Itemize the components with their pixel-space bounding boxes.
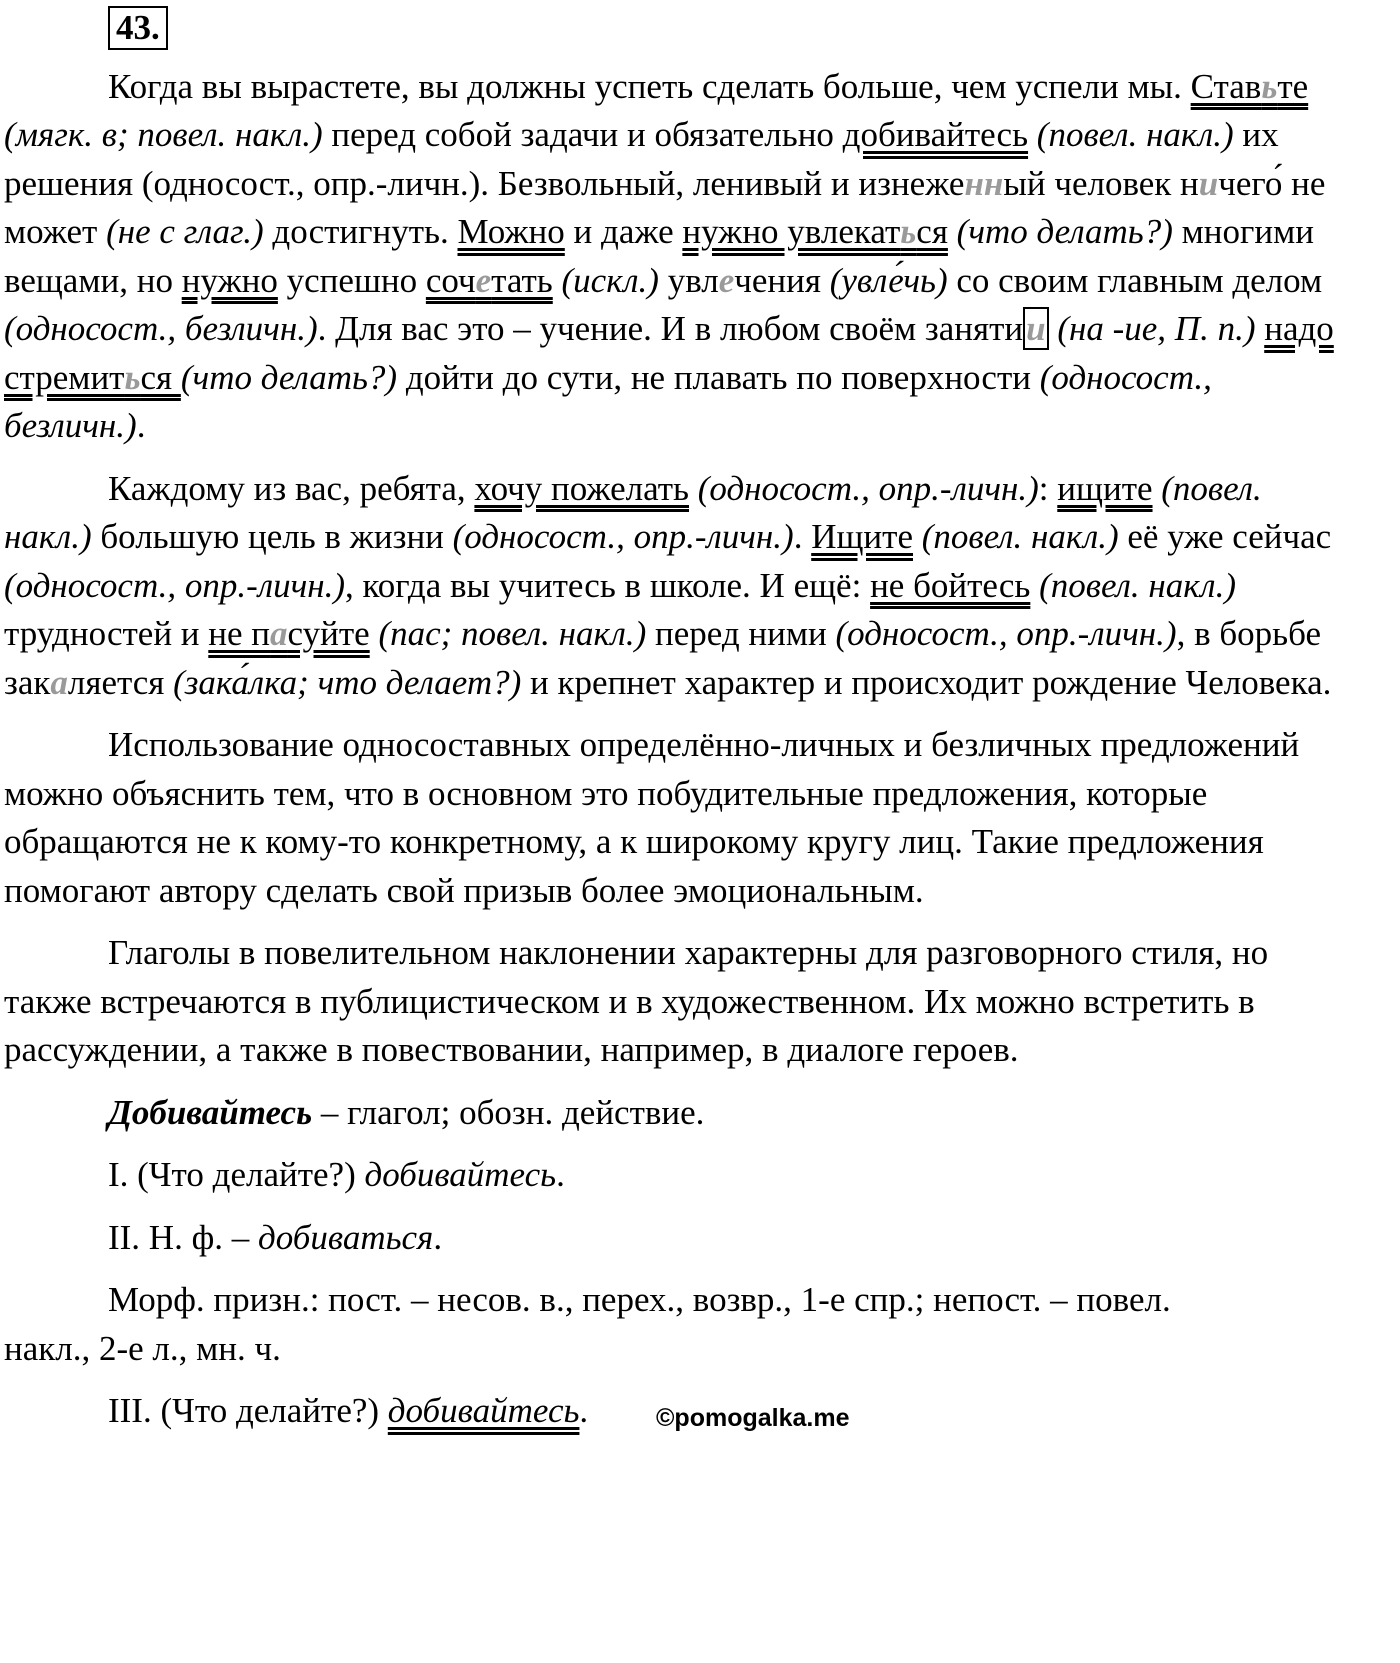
comment: (что делать?) [947, 212, 1173, 251]
text: и даже [564, 212, 683, 251]
comment: (что делать?) [180, 357, 398, 397]
text: ый человек н [1003, 163, 1199, 203]
exercise-number: 43. [108, 6, 168, 50]
predicate-stremitsya: стремиться [4, 357, 181, 397]
comment: (односост., опр.-личн.) [452, 517, 794, 556]
comment: (повел. накл.) [4, 468, 1262, 556]
predicate-uvlekatsya: нужно увлекаться [682, 212, 948, 251]
text: чего́ не может [4, 163, 1326, 251]
predicate-stavte: Ставьте [1190, 66, 1309, 106]
text: дойти до сути, не плавать по поверхности [397, 357, 1040, 397]
analysis-step-1: I. (Что делайте?) добивайтесь. [108, 1155, 565, 1194]
paragraph-1: Когда вы вырастете, вы должны успеть сделать больше, чем успели мы. Ставьте (мягк. в; повел. накл.) перед собой задачи и обязательно добивайтесь (повел. накл.) их решения (односост., опр.-личн.). Безвольный, ленивый и изнеженный человек ничего́ не может (не с глаг.) достигнуть. Можно и даже нужно увлекаться (что делать?) многими вещами, но нужно успешно сочетать (искл.) увлечения (увле́чь) со своим главным делом (односост., безличн.). Для вас это – учение. И в любом своём занятии (на -ие, П. п.) надо стремиться (что делать?) дойти до сути, не плавать по поверхности (односост., безличн.). [4, 66, 1334, 445]
predicate-hochu-pozhelat: хочу пожелать [474, 468, 689, 508]
predicate-ishchite: ищите [1057, 468, 1153, 508]
text: достигнуть. [263, 212, 458, 251]
text: увл [658, 260, 719, 300]
text: чения [734, 260, 830, 300]
text: перед собой задачи и обязательно [322, 115, 843, 154]
predicate-sochetat: сочетать [425, 260, 553, 300]
comment: (на -ие, П. п.) [1048, 309, 1256, 348]
comment: (искл.) [552, 260, 659, 300]
text: ляется [67, 662, 174, 702]
predicate-mozhno: Можно [457, 212, 565, 251]
spelling-letter: и [1198, 163, 1219, 203]
comment: (мягк. в; повел. накл.) [4, 115, 323, 154]
text: , в борьбе зак [4, 614, 1321, 702]
predicate-ne-pasuyte: не пасуйте [208, 614, 370, 653]
comment: (повел. накл.) [1028, 115, 1234, 154]
text: её уже сейчас [1118, 517, 1332, 556]
ending-box: и [1023, 307, 1048, 350]
comment: (повел. накл.) [1030, 565, 1236, 605]
comment: (не с глаг.) [106, 212, 264, 251]
text: перед ними [646, 614, 836, 653]
text: . Для вас это – учение. И в любом своём заняти [317, 309, 1024, 348]
text: многими вещами, но [4, 212, 1314, 300]
analysis-word: Добивайтесь [108, 1092, 313, 1132]
predicate-ne-boytes: не бойтесь [870, 565, 1031, 605]
paragraph-3: Использование односоставных определённо-личных и безличных предложений можно объяснить тем, что в основном это побудительные предложения, которые обращаются не к кому-то конкретному, а к широкому кругу лиц. Такие предложения помогают автору сделать свой призыв более эмоциональным. [4, 725, 1300, 910]
comment: (односост., безличн.) [4, 309, 318, 348]
analysis-step-3: III. (Что делайте?) добивайтесь. [108, 1391, 589, 1430]
text: их решения (односост., опр.-личн.). Безвольный, ленивый и изнеже [4, 115, 1279, 203]
predicate-nado: надо [1264, 309, 1334, 348]
watermark: ©pomogalka.me [656, 1404, 850, 1432]
analysis-word-desc: – глагол; обозн. действие. [312, 1092, 705, 1132]
text: Каждому из вас, ребята, [108, 468, 475, 508]
paragraph-2: Каждому из вас, ребята, хочу пожелать (односост., опр.-личн.): ищите (повел. накл.) большую цель в жизни (односост., опр.-личн.). Ищите (повел. накл.) её уже сейчас (односост., опр.-личн.), когда вы учитесь в школе. И ещё: не бойтесь (повел. накл.) трудностей и не пасуйте (пас; повел. накл.) перед ними (односост., опр.-личн.), в борьбе закаляется (зака́лка; что делает?) и крепнет характер и происходит рождение Человека. [4, 468, 1332, 702]
predicate-nuzhno: нужно [181, 260, 278, 300]
text: успешно [277, 260, 426, 300]
text: со своим главным делом [947, 260, 1323, 300]
comment: (односост., опр.-личн.) [689, 468, 1039, 508]
comment: (повел. накл.) [913, 517, 1119, 556]
analysis-heading [4, 1089, 1340, 1138]
paragraph-4: Глаголы в повелительном наклонении характерны для разговорного стиля, но также встречаются в публицистическом и в художественном. Их можно встретить в рассуждении, а также в повествовании, например, в диалоге героев. [4, 933, 1269, 1069]
text: трудностей и [4, 614, 209, 653]
text: и крепнет характер и происходит рождение Человека. [521, 662, 1332, 702]
comment: (пас; повел. накл.) [369, 614, 647, 653]
comment: (односост., безличн.) [4, 357, 1212, 445]
spelling-letter: е [718, 260, 735, 300]
spelling-letter: а [50, 662, 68, 702]
spelling-letters: нн [964, 163, 1004, 203]
analysis-morph-cont: накл., 2-е л., мн. ч. [4, 1328, 281, 1368]
comment: (односост., опр.-личн.) [835, 614, 1177, 653]
comment: (зака́лка; что делает?) [173, 662, 522, 702]
comment: (односост., опр.-личн.) [4, 565, 346, 605]
text: Когда вы вырастете, вы должны успеть сделать больше, чем успели мы. [108, 66, 1191, 106]
text: большую цель в жизни [91, 517, 453, 556]
text: , когда вы учитесь в школе. И ещё: [345, 565, 871, 605]
predicate-ishchite-2: Ищите [811, 517, 913, 556]
predicate-dobivaytes: добивайтесь [842, 115, 1029, 154]
comment: (увле́чь) [829, 260, 948, 300]
analysis-morph: Морф. призн.: пост. – несов. в., перех., возвр., 1-е спр.; непост. – повел. [108, 1280, 1171, 1319]
analysis-step-2: II. Н. ф. – добиваться. [108, 1217, 443, 1257]
